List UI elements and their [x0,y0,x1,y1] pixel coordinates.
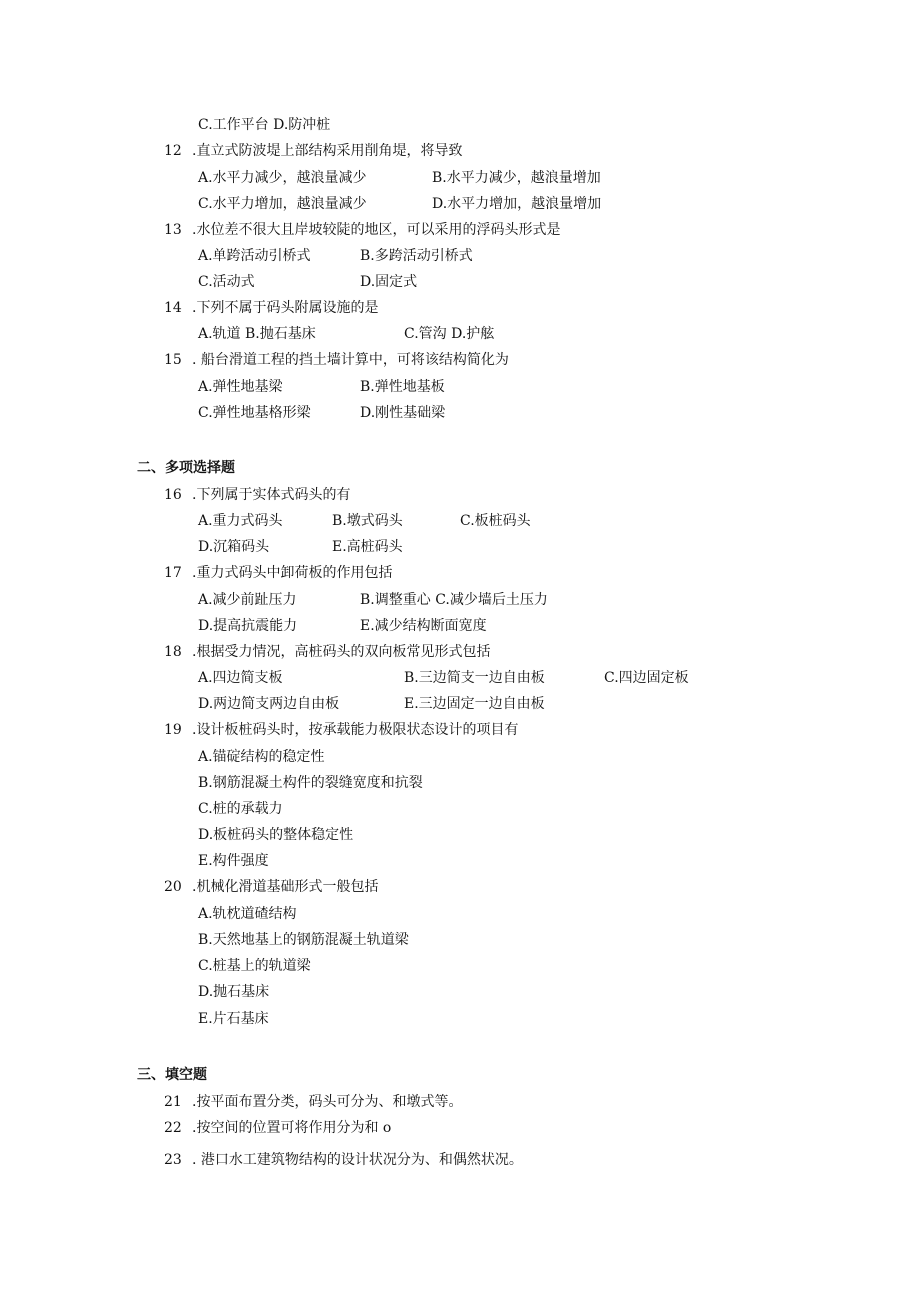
question-number: 13 [164,222,182,238]
option-d: D.刚性基础梁 [360,405,446,421]
option-c: C.活动式 [198,274,255,290]
option-d: D.抛石基床 [198,984,270,1000]
option-c: C.桩基上的轨道梁 [198,958,311,974]
option-b: B.弹性地基板 [360,379,445,395]
option-b: B.钢筋混凝土构件的裂缝宽度和抗裂 [198,775,423,791]
question-stem: .下列不属于码头附属设施的是 [192,300,379,316]
question-stem: .水位差不很大且岸坡较陡的地区，可以采用的浮码头形式是 [192,222,561,238]
option-d: D.提高抗震能力 [198,618,298,634]
option-bc: B.调整重心 C.减少墙后土压力 [360,592,548,608]
question-number: 17 [164,565,182,581]
question-number: 23 [164,1152,182,1168]
section-heading-multiple-choice: 二、多项选择题 [137,460,235,476]
option-c: C.水平力增加，越浪量减少 [198,196,367,212]
option-a: A.单跨活动引桥式 [198,248,311,264]
option-d: D.固定式 [360,274,418,290]
question-number: 14 [164,300,182,316]
option-carryover-cd: C.工作平台 D.防冲桩 [198,117,331,133]
question-number: 19 [164,722,182,738]
question-stem: .根据受力情况，高桩码头的双向板常见形式包括 [192,644,491,660]
question-number: 16 [164,487,182,503]
option-a: A.弹性地基梁 [198,379,283,395]
option-ab: A.轨道 B.抛石基床 [198,326,316,342]
option-e: E.高桩码头 [332,539,403,555]
option-d: D.沉箱码头 [198,539,270,555]
option-b: B.多跨活动引桥式 [360,248,473,264]
option-c: C.弹性地基格形梁 [198,405,311,421]
option-c: C.板桩码头 [460,513,531,529]
option-b: B.水平力减少，越浪量增加 [432,170,601,186]
option-cd: C.管沟 D.护舷 [404,326,495,342]
option-a: A.锚碇结构的稳定性 [198,749,325,765]
option-b: B.天然地基上的钢筋混凝土轨道梁 [198,932,409,948]
option-b: B.三边简支一边自由板 [404,670,545,686]
option-b: B.墩式码头 [332,513,403,529]
option-e: E.构件强度 [198,853,269,869]
question-stem: . 港口水工建筑物结构的设计状况分为、和偶然状况。 [192,1152,523,1168]
question-stem: .机械化滑道基础形式一般包括 [192,879,379,895]
question-number: 18 [164,644,182,660]
option-d: D.水平力增加，越浪量增加 [432,196,602,212]
question-stem: .直立式防波堤上部结构采用削角堤，将导致 [192,143,463,159]
question-number: 22 [164,1120,182,1136]
question-number: 20 [164,879,182,895]
option-a: A.水平力减少，越浪量减少 [198,170,367,186]
option-c: C.四边固定板 [604,670,689,686]
option-a: A.减少前趾压力 [198,592,297,608]
question-stem: .设计板桩码头时，按承载能力极限状态设计的项目有 [192,722,519,738]
question-number: 15 [164,352,182,368]
option-e: E.片石基床 [198,1011,269,1027]
question-stem: .按平面布置分类，码头可分为、和墩式等。 [192,1094,463,1110]
question-stem: . 船台滑道工程的挡土墙计算中，可将该结构简化为 [192,352,509,368]
section-heading-fill-in: 三、填空题 [137,1067,207,1083]
option-e: E.减少结构断面宽度 [360,618,487,634]
question-number: 21 [164,1094,182,1110]
question-stem: .重力式码头中卸荷板的作用包括 [192,565,393,581]
option-a: A.重力式码头 [198,513,283,529]
option-a: A.轨枕道碴结构 [198,906,297,922]
option-d: D.两边简支两边自由板 [198,696,340,712]
option-a: A.四边简支板 [198,670,283,686]
question-stem: .下列属于实体式码头的有 [192,487,351,503]
option-e: E.三边固定一边自由板 [404,696,545,712]
question-number: 12 [164,143,182,159]
option-d: D.板桩码头的整体稳定性 [198,827,354,843]
option-c: C.桩的承载力 [198,801,283,817]
question-stem: .按空间的位置可将作用分为和 o [192,1120,392,1136]
